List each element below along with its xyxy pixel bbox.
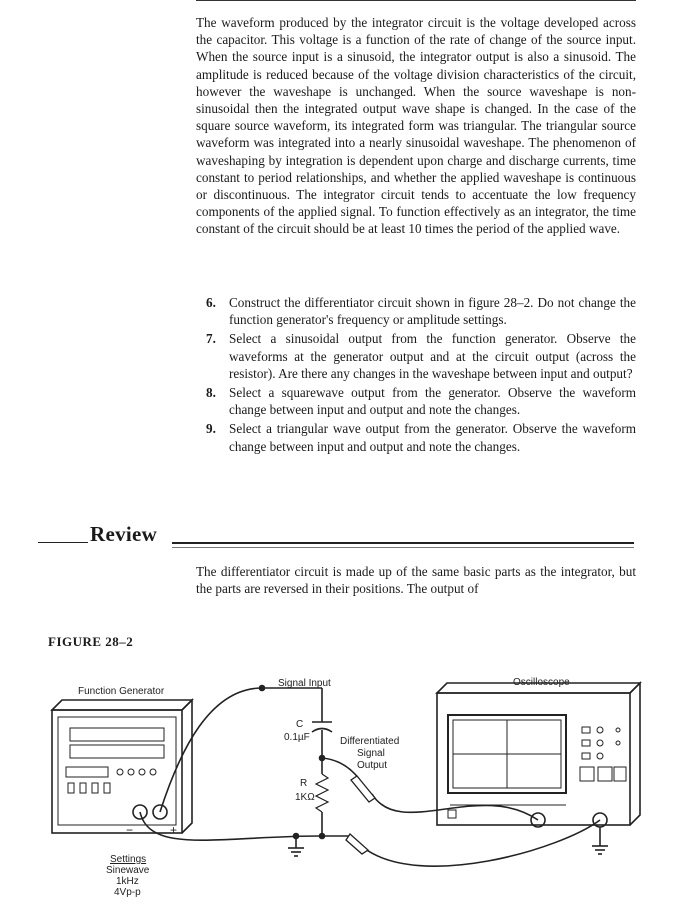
- step-number: 9.: [206, 421, 216, 437]
- review-heading-row: [0, 522, 688, 552]
- output-label-line2: Signal: [357, 748, 385, 759]
- step-9: [196, 420, 636, 454]
- capacitor-name: C: [296, 719, 304, 730]
- circuit-diagram: [0, 660, 688, 910]
- divider: [172, 542, 634, 544]
- scope-input-wire: [372, 794, 538, 820]
- signal-input-label: Signal Input: [278, 678, 331, 689]
- intro-paragraph: The waveform produced by the integrator circuit is the voltage developed across the capacitor. This voltage is a function of the rate of change of the source input. When the source input is a sinusoid, the integrator output is also a sinusoid. The amplitude is reduced because of the voltage division characteristics of the circuit, however the waveshape is unchanged. When the source waveshape is non-sinusoidal then the integrated output wave shape is changed. In the case of the square source waveform, its integrated form was triangular. The triangular source waveform was integrated into a nearly sinusoidal waveshape. The phenomenon of waveshaping by integration is dependent upon charge and discharge currents, time constant to period relationships, and whether the applied waveshape is continuous or discontinuous. The integrator circuit tends to accentuate the low frequency components of the applied signal. To function effectively as an integrator, the time constant of the circuit should be at least 10 times the period of the applied wave.: [196, 15, 636, 237]
- plus-terminal-label: +: [170, 823, 178, 837]
- probe-output-lead: [322, 758, 360, 780]
- step-text: Select a squarewave output from the generator. Observe the waveform change between input and output and note the changes.: [229, 385, 636, 418]
- capacitor-value: 0.1µF: [284, 732, 310, 743]
- oscilloscope: [437, 683, 640, 827]
- minus-terminal-label: −: [126, 823, 134, 837]
- step-8: [196, 384, 636, 418]
- oscilloscope-label: Oscilloscope: [513, 677, 570, 688]
- resistor-symbol: [316, 774, 328, 812]
- resistor-name: R: [300, 778, 308, 789]
- figure-label: FIGURE 28–2: [48, 634, 134, 649]
- divider: [172, 547, 634, 548]
- step-7: [196, 330, 636, 382]
- step-text: Select a triangular wave output from the generator. Observe the waveform change between input and output and note the changes.: [229, 421, 636, 454]
- function-generator-label: Function Generator: [78, 686, 165, 697]
- divider: [38, 542, 88, 543]
- settings-amplitude: 4Vp-p: [114, 887, 141, 898]
- step-number: 7.: [206, 331, 216, 347]
- step-number: 8.: [206, 385, 216, 401]
- review-paragraph: The differentiator circuit is made up of the same basic parts as the integrator, but the parts are reversed in their positions. The output of: [196, 564, 636, 597]
- output-label-line3: Output: [357, 760, 388, 771]
- step-6: [196, 294, 636, 328]
- step-text: Construct the differentiator circuit shown in figure 28–2. Do not change the function generator's frequency or amplitude settings.: [229, 295, 636, 328]
- function-generator: [52, 700, 192, 833]
- scope-ground-wire: [364, 820, 600, 866]
- review-heading: Review: [90, 522, 158, 546]
- step-number: 6.: [206, 295, 216, 310]
- resistor-value: 1KΩ: [295, 792, 315, 803]
- output-label-line1: Differentiated: [340, 736, 400, 747]
- top-rule: [196, 0, 636, 1]
- settings-frequency: 1kHz: [116, 876, 139, 887]
- probe-icon: [346, 776, 375, 854]
- settings-wave: Sinewave: [106, 865, 150, 876]
- procedure-steps: [196, 294, 636, 457]
- step-text: Select a sinusoidal output from the function generator. Observe the waveforms at the generator output and at the circuit output (across the resistor). Are there any changes in the waveshape between input and output?: [229, 331, 636, 381]
- settings-title: Settings: [110, 854, 147, 865]
